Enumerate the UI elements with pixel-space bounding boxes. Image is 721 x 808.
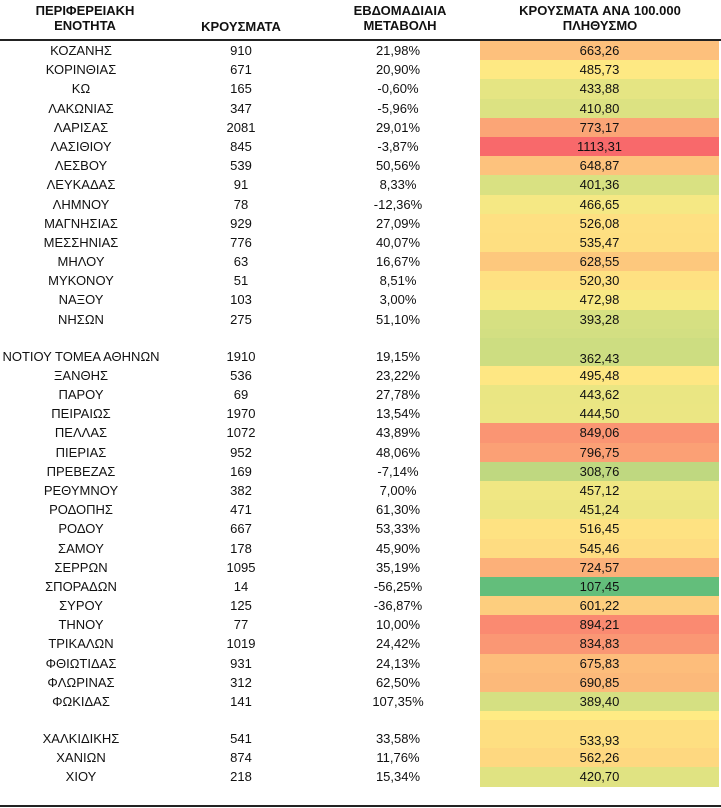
- region-cell: ΣΥΡΟΥ: [59, 598, 103, 614]
- rate-cell: 628,55: [480, 252, 719, 271]
- region-cell: ΡΟΔΟΥ: [58, 521, 104, 537]
- region-cell: ΠΡΕΒΕΖΑΣ: [46, 463, 116, 479]
- cases-cell: 169: [230, 463, 252, 479]
- weekly-change-cell: 24,42%: [375, 636, 421, 652]
- weekly-change-cell: 15,34%: [375, 769, 421, 785]
- weekly-change-cell: 62,50%: [375, 674, 421, 690]
- region-cell: ΜΑΓΝΗΣΙΑΣ: [44, 215, 118, 231]
- region-cell: ΜΥΚΟΝΟΥ: [48, 273, 114, 289]
- region-cell: ΛΑΣΙΘΙΟΥ: [50, 138, 112, 154]
- cases-cell: 776: [230, 234, 252, 250]
- region-cell: ΣΕΡΡΩΝ: [54, 559, 108, 575]
- weekly-change-cell: 13,54%: [375, 406, 421, 422]
- cases-cell: 63: [233, 254, 249, 270]
- region-cell: ΝΟΤΙΟΥ ΤΟΜΕΑ ΑΘΗΝΩΝ: [2, 348, 160, 364]
- region-cell: ΤΡΙΚΑΛΩΝ: [48, 636, 114, 652]
- rate-cell: 420,70: [480, 767, 719, 786]
- weekly-change-cell: 40,07%: [375, 234, 421, 250]
- region-cell: ΧΑΝΙΩΝ: [56, 750, 106, 766]
- cases-cell: 2081: [226, 119, 256, 135]
- table-row: [0, 539, 721, 558]
- table-row: [0, 41, 721, 60]
- region-cell: ΝΗΣΩΝ: [58, 311, 104, 327]
- weekly-change-cell: -0,60%: [377, 81, 419, 97]
- cases-cell: 1970: [226, 406, 256, 422]
- weekly-change-cell: 33,58%: [375, 731, 421, 747]
- table-row: [0, 558, 721, 577]
- cases-cell: [176, 711, 306, 720]
- table-row: [0, 500, 721, 519]
- weekly-change-cell: 23,22%: [375, 367, 421, 383]
- header-weekly-change: ΕΒΔΟΜΑΔΙΑΙΑ ΜΕΤΑΒΟΛΗ: [353, 3, 447, 33]
- rate-cell: 601,22: [480, 596, 719, 615]
- weekly-change-cell: 11,76%: [376, 750, 420, 766]
- region-cell: ΡΟΔΟΠΗΣ: [49, 502, 113, 518]
- table-header: [0, 0, 721, 41]
- rate-cell: 410,80: [480, 99, 719, 118]
- cases-cell: 347: [230, 100, 252, 116]
- table-row: [0, 577, 721, 596]
- rate-cell: 648,87: [480, 156, 719, 175]
- weekly-change-cell: 8,33%: [379, 177, 417, 193]
- weekly-change-cell: -12,36%: [373, 196, 423, 212]
- weekly-change-cell: 35,19%: [375, 559, 421, 575]
- region-cell: ΧΙΟΥ: [65, 769, 97, 785]
- cases-cell: 471: [230, 502, 252, 518]
- rate-cell: 389,40: [480, 692, 719, 711]
- cases-cell: 952: [230, 444, 252, 460]
- table-row: [0, 137, 721, 156]
- weekly-change-cell: 50,56%: [375, 158, 421, 174]
- cases-cell: 929: [230, 215, 252, 231]
- cases-cell: 671: [230, 62, 252, 78]
- cases-cell: 541: [230, 731, 252, 747]
- table-row: [0, 156, 721, 175]
- cases-cell: 1095: [226, 559, 256, 575]
- cases-cell: 1019: [226, 636, 256, 652]
- weekly-change-cell: 48,06%: [375, 444, 421, 460]
- table-row: [0, 385, 721, 404]
- region-cell: [0, 711, 162, 720]
- rate-cell: 724,57: [480, 558, 719, 577]
- region-cell: ΛΕΥΚΑΔΑΣ: [46, 177, 116, 193]
- table-row: [0, 99, 721, 118]
- region-cell: [0, 329, 162, 338]
- table-row: [0, 271, 721, 290]
- region-cell: ΚΩ: [71, 81, 91, 97]
- rate-cell: 466,65: [480, 195, 719, 214]
- cases-cell: 51: [233, 273, 249, 289]
- table-row: [0, 175, 721, 194]
- cases-cell: 103: [230, 292, 252, 308]
- rate-cell: 443,62: [480, 385, 719, 404]
- weekly-change-cell: 107,35%: [372, 694, 424, 709]
- table-row: [0, 748, 721, 767]
- rate-cell: 485,73: [480, 60, 719, 79]
- region-cell: ΣΑΜΟΥ: [58, 540, 104, 556]
- weekly-change-cell: 21,98%: [375, 43, 421, 58]
- cases-cell: 312: [230, 674, 252, 690]
- weekly-change-cell: 19,15%: [375, 348, 421, 364]
- weekly-change-cell: 45,90%: [375, 540, 421, 556]
- region-cell: ΞΑΝΘΗΣ: [53, 367, 109, 383]
- cases-cell: 874: [230, 750, 252, 766]
- cases-cell: 218: [230, 769, 252, 785]
- cases-cell: [176, 329, 306, 338]
- rate-cell: 663,26: [480, 41, 719, 60]
- table-row: [0, 634, 721, 653]
- rate-cell: 849,06: [480, 423, 719, 442]
- rate-cell: 472,98: [480, 290, 719, 309]
- weekly-change-cell: [330, 711, 466, 720]
- rate-cell: 535,47: [480, 233, 719, 252]
- table-row: [0, 720, 721, 748]
- rate-cell: [480, 711, 719, 720]
- header-cases: ΚΡΟΥΣΜΑΤΑ: [201, 19, 281, 34]
- rate-cell: 362,43: [480, 338, 719, 366]
- table-row: [0, 481, 721, 500]
- region-cell: ΠΙΕΡΙΑΣ: [55, 444, 107, 460]
- rate-cell: 495,48: [480, 366, 719, 385]
- cases-cell: 78: [233, 196, 249, 212]
- weekly-change-cell: 24,13%: [375, 655, 421, 671]
- table-row: [0, 615, 721, 634]
- weekly-change-cell: 61,30%: [375, 502, 421, 518]
- table-row: [0, 654, 721, 673]
- region-cell: ΧΑΛΚΙΔΙΚΗΣ: [42, 731, 120, 747]
- region-cell: ΚΟΖΑΝΗΣ: [50, 43, 112, 58]
- cases-cell: 1072: [226, 425, 256, 441]
- rate-cell: 690,85: [480, 673, 719, 692]
- rate-cell: 526,08: [480, 214, 719, 233]
- region-cell: ΦΛΩΡΙΝΑΣ: [47, 674, 115, 690]
- weekly-change-cell: 10,00%: [375, 617, 421, 633]
- cases-cell: 931: [230, 655, 252, 671]
- region-cell: ΛΕΣΒΟΥ: [54, 158, 108, 174]
- rate-cell: 457,12: [480, 481, 719, 500]
- weekly-change-cell: 51,10%: [375, 311, 421, 327]
- table-row: [0, 214, 721, 233]
- table-row: [0, 338, 721, 366]
- rate-cell: 773,17: [480, 118, 719, 137]
- cases-cell: 165: [230, 81, 252, 97]
- region-cell: ΠΕΛΛΑΣ: [54, 425, 108, 441]
- table-row: [0, 596, 721, 615]
- table-row: [0, 767, 721, 786]
- cases-cell: 539: [230, 158, 252, 174]
- rate-cell: 444,50: [480, 404, 719, 423]
- weekly-change-cell: 8,51%: [379, 273, 417, 289]
- cases-cell: 382: [230, 482, 252, 498]
- table-row: [0, 673, 721, 692]
- rate-cell: 520,30: [480, 271, 719, 290]
- table-row: [0, 60, 721, 79]
- table-row: [0, 79, 721, 98]
- rate-cell: 433,88: [480, 79, 719, 98]
- spacer-row: [0, 329, 721, 338]
- cases-cell: 14: [233, 578, 249, 594]
- table-row: [0, 366, 721, 385]
- weekly-change-cell: -5,96%: [377, 100, 419, 116]
- rate-cell: 107,45: [480, 577, 719, 596]
- cases-cell: 536: [230, 367, 252, 383]
- region-cell: ΣΠΟΡΑΔΩΝ: [45, 578, 117, 594]
- weekly-change-cell: -36,87%: [373, 598, 423, 614]
- rate-cell: 308,76: [480, 462, 719, 481]
- table-row: [0, 252, 721, 271]
- weekly-change-cell: 3,00%: [379, 292, 417, 308]
- cases-cell: 845: [230, 138, 252, 154]
- region-cell: ΠΕΙΡΑΙΩΣ: [51, 406, 111, 422]
- rate-cell: 533,93: [480, 720, 719, 748]
- rate-cell: 401,36: [480, 175, 719, 194]
- rate-cell: 516,45: [480, 519, 719, 538]
- rate-cell: 562,26: [480, 748, 719, 767]
- rate-cell: 451,24: [480, 500, 719, 519]
- table-row: [0, 519, 721, 538]
- weekly-change-cell: 7,00%: [379, 482, 417, 498]
- region-cell: ΤΗΝΟΥ: [58, 617, 104, 633]
- region-cell: ΠΑΡΟΥ: [58, 387, 104, 402]
- weekly-change-cell: -56,25%: [373, 578, 423, 594]
- region-cell: ΦΘΙΩΤΙΔΑΣ: [45, 655, 117, 671]
- rate-cell: 894,21: [480, 615, 719, 634]
- table-row: [0, 423, 721, 442]
- cases-cell: 125: [230, 598, 252, 614]
- table-row: [0, 462, 721, 481]
- cases-cell: 275: [230, 311, 252, 327]
- weekly-change-cell: 27,78%: [375, 387, 421, 402]
- region-cell: ΜΗΛΟΥ: [57, 254, 105, 270]
- table-row: [0, 692, 721, 711]
- cases-cell: 77: [233, 617, 249, 633]
- region-cell: ΝΑΞΟΥ: [58, 292, 104, 308]
- rate-cell: [480, 329, 719, 338]
- rate-cell: 796,75: [480, 443, 719, 462]
- region-cell: ΦΩΚΙΔΑΣ: [52, 694, 110, 709]
- cases-cell: 910: [230, 43, 252, 58]
- region-cell: ΛΑΚΩΝΙΑΣ: [48, 100, 114, 116]
- rate-cell: 675,83: [480, 654, 719, 673]
- region-cell: ΛΑΡΙΣΑΣ: [53, 119, 109, 135]
- weekly-change-cell: 43,89%: [375, 425, 421, 441]
- table-row: [0, 118, 721, 137]
- table-body: [0, 41, 721, 787]
- region-cell: ΡΕΘΥΜΝΟΥ: [43, 482, 119, 498]
- weekly-change-cell: 29,01%: [375, 119, 421, 135]
- header-per-100k: ΚΡΟΥΣΜΑΤΑ ΑΝΑ 100.000 ΠΛΗΘΥΣΜΟ: [519, 3, 681, 33]
- weekly-change-cell: 16,67%: [375, 254, 421, 270]
- weekly-change-cell: -7,14%: [377, 463, 419, 479]
- cases-cell: 141: [230, 694, 252, 709]
- cases-cell: 69: [233, 387, 249, 402]
- cases-cell: 91: [233, 177, 249, 193]
- weekly-change-cell: [330, 329, 466, 338]
- region-cell: ΜΕΣΣΗΝΙΑΣ: [43, 234, 119, 250]
- rate-cell: 1113,31: [480, 137, 719, 156]
- table-row: [0, 290, 721, 309]
- table-row: [0, 310, 721, 329]
- weekly-change-cell: 53,33%: [375, 521, 421, 537]
- region-cell: ΛΗΜΝΟΥ: [52, 196, 110, 212]
- weekly-change-cell: 27,09%: [375, 215, 421, 231]
- rate-cell: 393,28: [480, 310, 719, 329]
- table-row: [0, 443, 721, 462]
- weekly-change-cell: 20,90%: [375, 62, 421, 78]
- header-region: ΠΕΡΙΦΕΡΕΙΑΚΗ ΕΝΟΤΗΤΑ: [35, 3, 135, 33]
- spacer-row: [0, 711, 721, 720]
- table-row: [0, 404, 721, 423]
- bottom-rule: [0, 805, 721, 807]
- rate-cell: 545,46: [480, 539, 719, 558]
- table-row: [0, 195, 721, 214]
- table-row: [0, 233, 721, 252]
- cases-cell: 178: [230, 540, 252, 556]
- rate-cell: 834,83: [480, 634, 719, 653]
- region-cell: ΚΟΡΙΝΘΙΑΣ: [45, 62, 117, 78]
- weekly-change-cell: -3,87%: [377, 138, 419, 154]
- cases-cell: 1910: [226, 348, 256, 364]
- cases-cell: 667: [230, 521, 252, 537]
